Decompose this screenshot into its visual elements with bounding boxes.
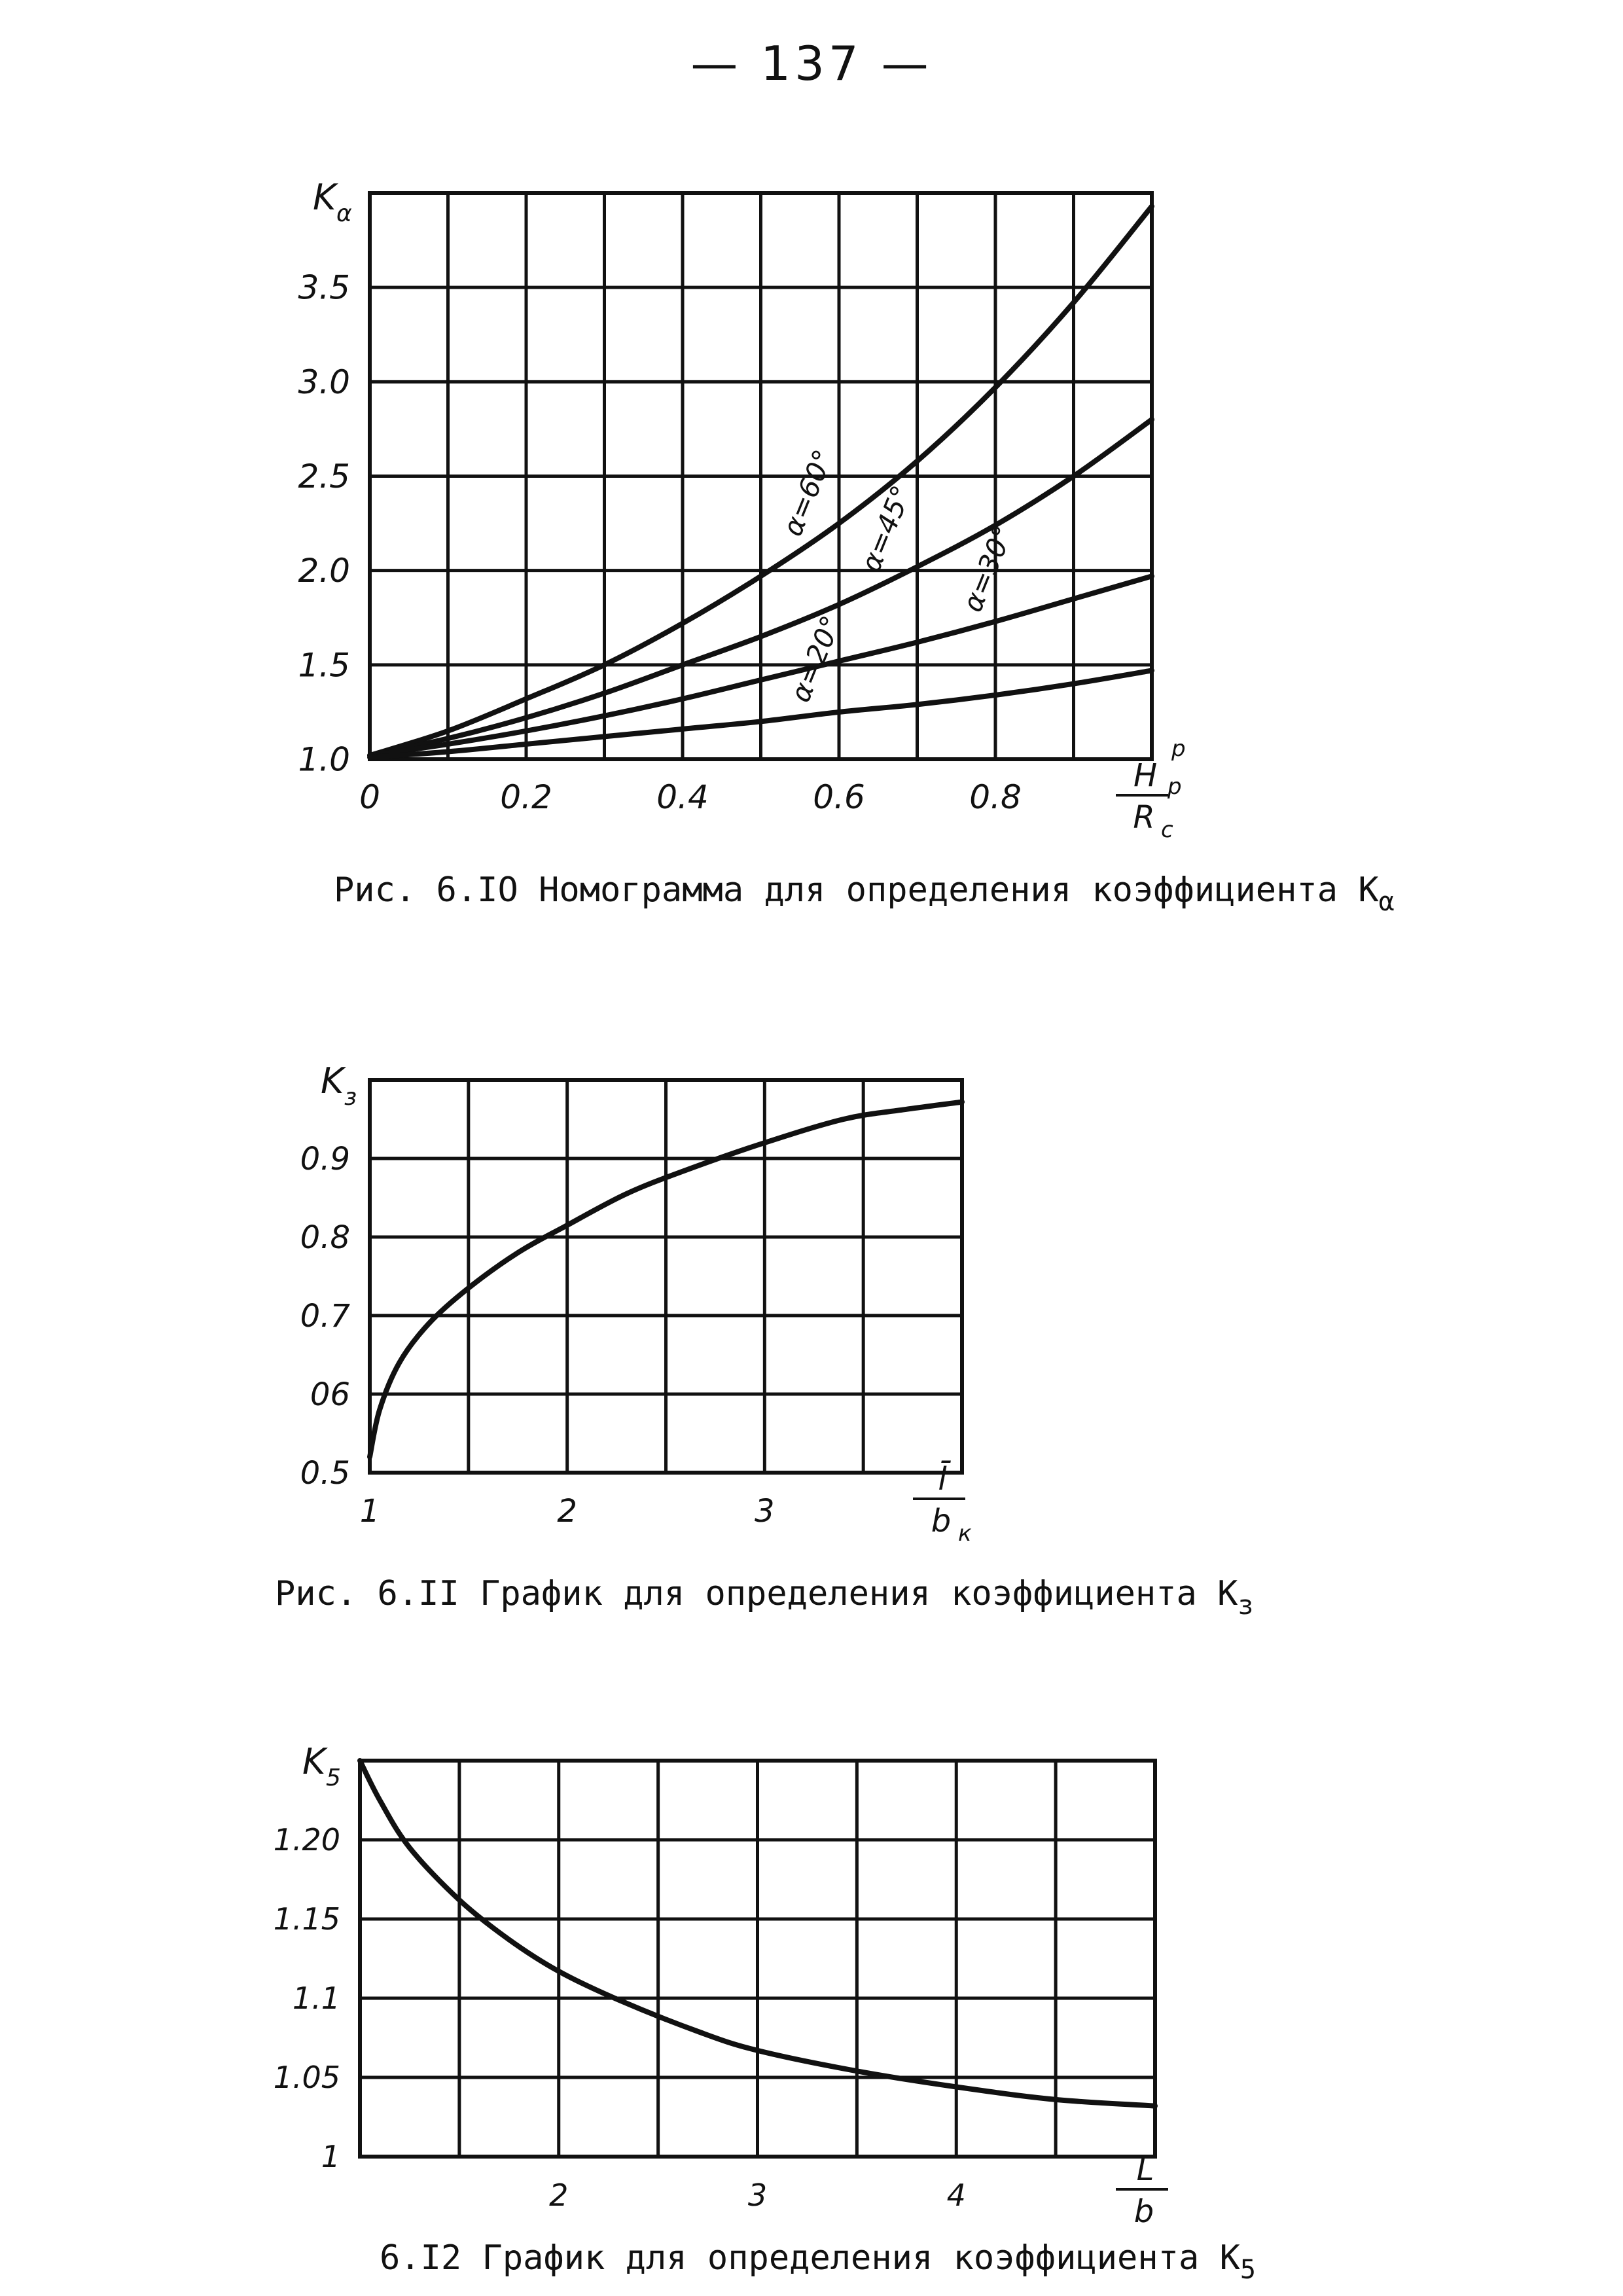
chart-2-x-tick-label: 2 (549, 2178, 569, 2213)
chart-1-x-tick-label: 2 (557, 1493, 577, 1530)
chart-0-y-tick-label: 2.0 (298, 552, 350, 590)
chart-1-y-axis-label-subscript: з (344, 1084, 357, 1111)
chart-0-series-label: α=20° (784, 611, 847, 707)
figure-6-10-caption-text: Рис. 6.IO Номограмма для определения коэффициента K (334, 870, 1379, 910)
figure-6-12-caption-text: 6.I2 График для определения коэффициента K (380, 2238, 1240, 2278)
figure-6-10-caption-subscript: α (1378, 887, 1395, 917)
chart-1-y-axis-label: K (321, 1060, 344, 1102)
chart-0-y-tick-label: 2.5 (298, 457, 350, 495)
chart-0-x-tick-label: 0.2 (500, 778, 552, 816)
chart-2-y-tick-label: 1.1 (292, 1981, 340, 2017)
chart-0-x-tick-label: 0 (359, 778, 380, 816)
chart-0-series-label: α=30° (955, 520, 1020, 617)
chart-0-series-label: α=45° (854, 480, 918, 577)
page-number: — 137 — (690, 36, 933, 91)
chart-1-y-tick-label: 0.9 (300, 1140, 350, 1177)
chart-2-x-label-denominator: b (1133, 2193, 1154, 2230)
chart-0-x-tick-label: 0.8 (969, 778, 1022, 816)
chart-1-x-tick-label: 1 (359, 1493, 380, 1530)
chart-0-y-tick-label: 1.5 (298, 646, 350, 685)
chart-0-y-tick-label: 3.0 (298, 363, 350, 401)
figure-6-11-caption-text: Рис. 6.II График для определения коэффициента K (275, 1574, 1238, 1613)
chart-2-y-tick-label: 1.05 (273, 2060, 340, 2096)
figure-6-12-caption (380, 2238, 1256, 2285)
chart-1-y-tick-label: 0.7 (300, 1297, 350, 1335)
chart-1-y-tick-label: 0.5 (300, 1454, 350, 1492)
figure-6-11-caption-subscript: з (1238, 1590, 1254, 1621)
chart-0-y-tick-label: 3.5 (298, 268, 350, 307)
chart-0-y-axis-label: K (313, 177, 336, 218)
chart-0-x-tick-label: 0.6 (813, 778, 865, 816)
chart-0-x-label-denominator-sub: c (1161, 817, 1173, 843)
chart-0-x-tick-label: 0.4 (656, 778, 709, 816)
chart-1-y-tick-label: 06 (310, 1376, 350, 1413)
chart-1-x-label-denominator: b (931, 1503, 952, 1539)
chart-2-y-tick-label: 1 (321, 2139, 340, 2175)
chart-2-y-axis-label: K (302, 1741, 326, 1782)
chart-0-x-label-denominator: R (1133, 799, 1155, 836)
chart-1-x-tick-label: 3 (755, 1493, 775, 1530)
chart-1-x-label-numerator: l̄ (938, 1461, 947, 1498)
chart-0-series-label: α=60° (776, 445, 840, 541)
chart-0-y-tick-label: 1.0 (298, 740, 350, 779)
chart-0-x-label-numerator-sub: p (1168, 774, 1182, 800)
chart-0-y-axis-label-subscript: α (336, 200, 352, 227)
chart-2-y-tick-label: 1.20 (273, 1822, 340, 1858)
chart-2-x-tick-label: 3 (747, 2178, 768, 2213)
chart-0-x-label-numerator-sup: p (1171, 736, 1186, 762)
chart-1-x-label-denominator-sub: к (958, 1520, 972, 1547)
chart-2-x-tick-label: 4 (946, 2178, 966, 2213)
chart-2-y-tick-label: 1.15 (273, 1901, 340, 1937)
chart-2-x-label-numerator: L (1136, 2151, 1154, 2188)
chart-0-x-label-numerator: H (1133, 757, 1158, 794)
figure-6-12-caption-subscript: 5 (1240, 2255, 1256, 2285)
chart-2-y-axis-label-subscript: 5 (326, 1765, 341, 1791)
chart-1-y-tick-label: 0.8 (300, 1219, 350, 1256)
